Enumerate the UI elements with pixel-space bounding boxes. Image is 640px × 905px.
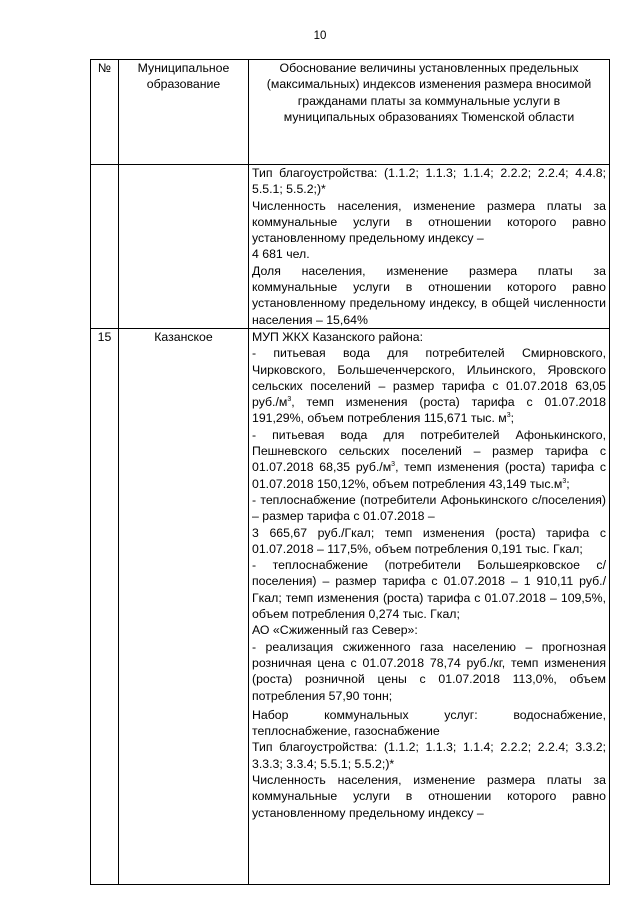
- row-num: 15: [91, 328, 119, 884]
- tariff-item: - реализация сжиженного газа населению – прогнозная розничная цена с 01.07.2018 78,74 руб./кг, темп изменения (роста) розничной цены с 01.07.2018 113,0%, объем потребления 57,90 тонн;: [252, 639, 606, 703]
- row-municipality: Казанское: [119, 328, 249, 884]
- table-header-row: [91, 60, 610, 165]
- improvement-type: Тип благоустройства: (1.1.2; 1.1.3; 1.1.4; 2.2.2; 2.2.4; 4.4.8; 5.5.1; 5.5.2;)*: [252, 166, 606, 197]
- services-set: Набор коммунальных услуг: водоснабжение, теплоснабжение, газоснабжение: [252, 707, 606, 739]
- header-justification: Обоснование величины установленных предельных (максимальных) индексов изменения размера вносимой гражданами платы за коммунальные услуги в муниципальных образованиях Тюменской области: [249, 60, 610, 165]
- table-row: [91, 328, 610, 884]
- org-heading: АО «Сжиженный газ Север»:: [252, 623, 418, 638]
- population-label: Численность населения, изменение размера платы за коммунальные услуги в отношении которого равно установленному предельному индексу –: [252, 772, 606, 820]
- tariff-item: - питьевая вода для потребителей Афонькинского, Пешневского сельских поселений – размер тарифа с 01.07.2018 68,35 $руб./м^3$, темп изменения (роста) тарифа с 01.07.2018 150,12%, объем потребления 43,149 $тыс.м^3$;: [252, 427, 606, 491]
- row-municipality-empty: [119, 165, 249, 329]
- table-row: [91, 165, 610, 329]
- tariff-item: - питьевая вода для потребителей Смирновского, Чирковского, Большеченчерского, Ильинского, Яровского сельских поселений – размер тарифа с 01.07.2018 63,05 $руб./м^3$, темп изменения (роста) тарифа с 01.07.2018 191,29%, объем потребления 115,671 тыс. $м^3$;: [252, 346, 606, 426]
- population-value: 4 681 чел.: [252, 247, 310, 262]
- row-num-empty: [91, 165, 119, 329]
- header-num: №: [91, 60, 119, 165]
- page-number: 10: [313, 30, 327, 42]
- municipal-index-table: [90, 59, 610, 885]
- population-label: Численность населения, изменение размера платы за коммунальные услуги в отношении которого равно установленному предельному индексу –: [252, 198, 606, 246]
- org-heading: МУП ЖКХ Казанского района:: [252, 329, 423, 344]
- tariff-item: 3 665,67 руб./Гкал; темп изменения (роста) тарифа с 01.07.2018 – 117,5%, объем потребления 0,191 тыс. Гкал;: [252, 525, 606, 556]
- improvement-type: Тип благоустройства: (1.1.2; 1.1.3; 1.1.4; 2.2.2; 2.2.4; 3.3.2; 3.3.3; 3.3.4; 5.5.1; 5.5.2;)*: [252, 740, 606, 771]
- row-justification: [249, 165, 610, 329]
- tariff-item: - теплоснабжение (потребители Афонькинского с/поселения) – размер тарифа с 01.07.2018 –: [252, 492, 606, 524]
- row-justification: [249, 328, 610, 884]
- population-share: Доля населения, изменение размера платы за коммунальные услуги в отношении которого равно установленному предельному индексу, в общей численности населения – 15,64%: [252, 263, 606, 327]
- tariff-item: - теплоснабжение (потребители Большеярковское с/поселения) – размер тарифа с 01.07.2018 – 1 910,11 руб./Гкал; темп изменения (роста) тарифа с 01.07.2018 – 109,5%, объем потребления 0,274 тыс. Гкал;: [252, 558, 606, 622]
- header-municipality: Муниципальное образование: [119, 60, 249, 165]
